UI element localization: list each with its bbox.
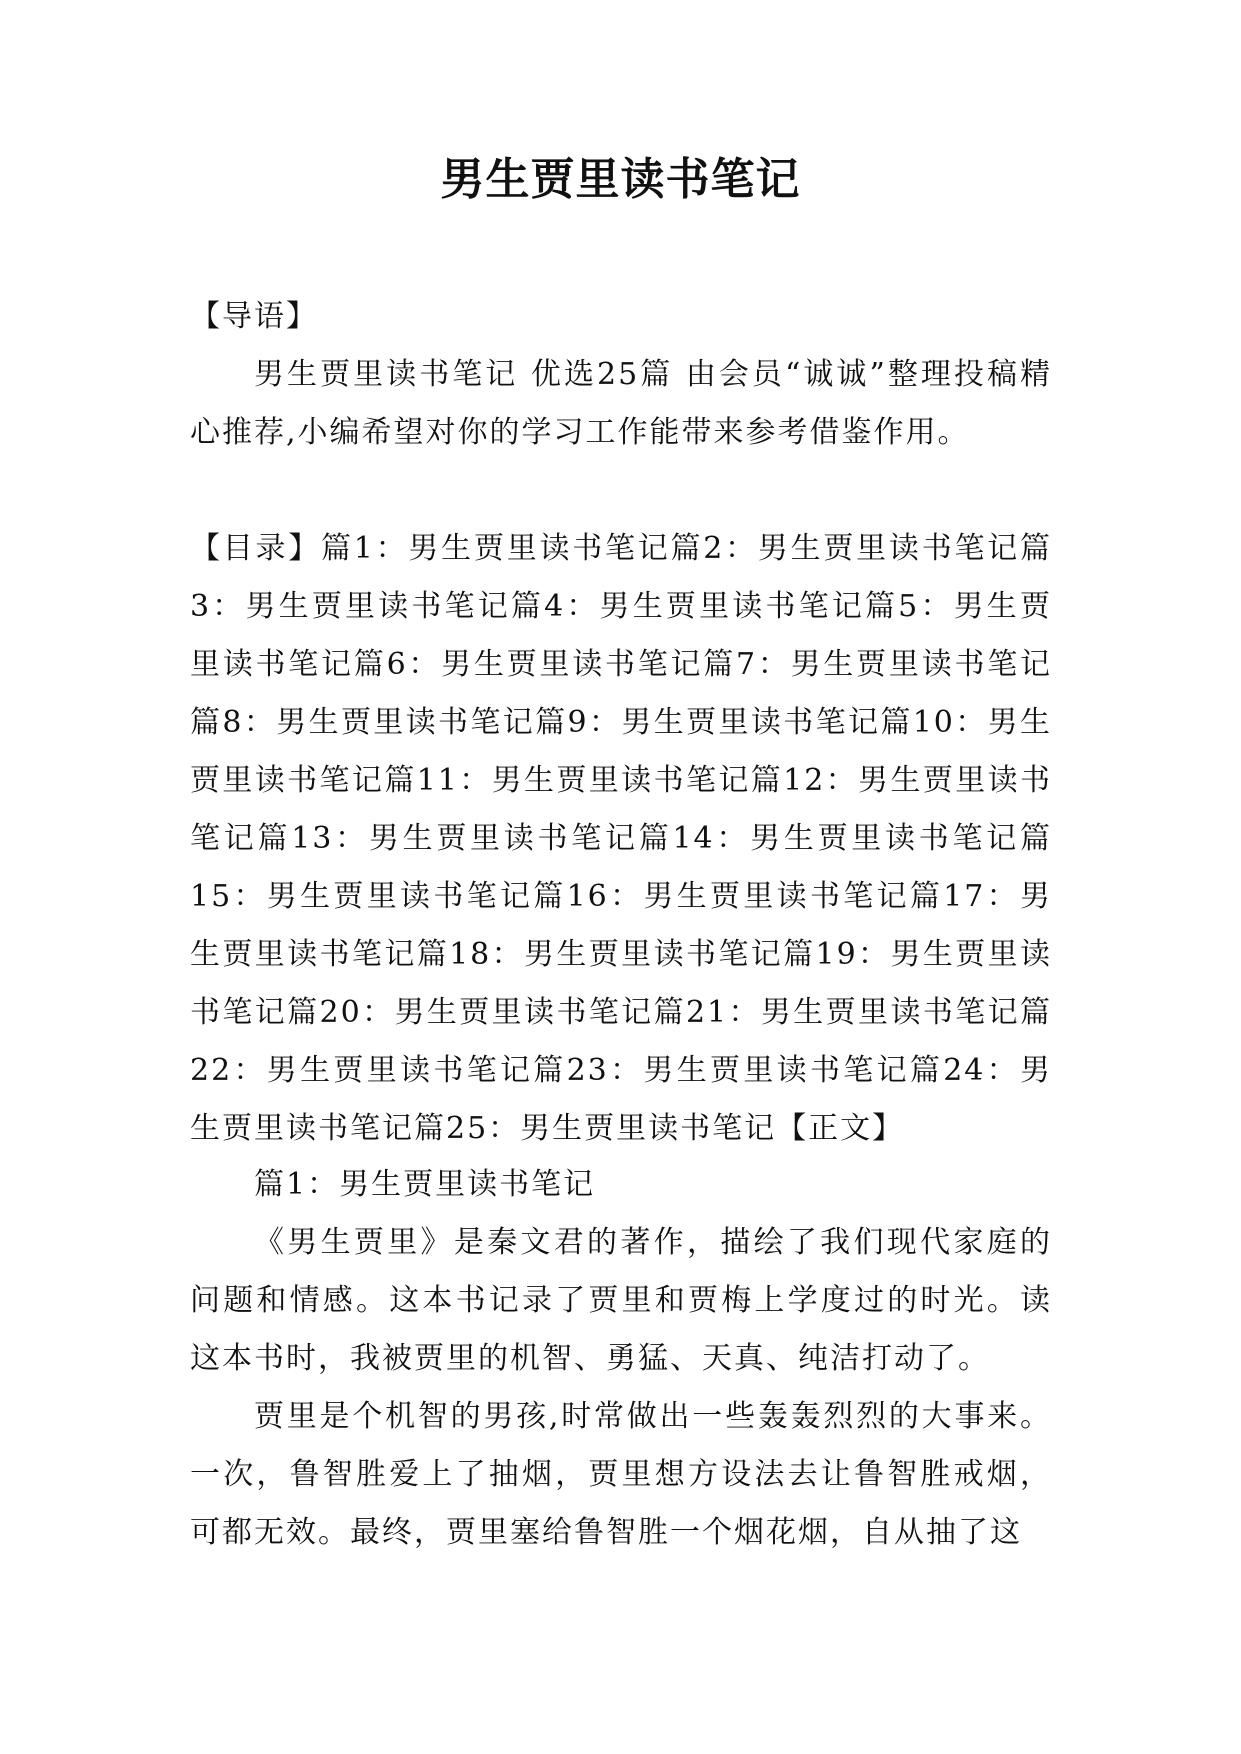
body-paragraph-1: 《男生贾里》是秦文君的著作，描绘了我们现代家庭的问题和情感。这本书记录了贾里和贾梅上学度过的时光。读这本书时，我被贾里的机智、勇猛、天真、纯洁打动了。 [190,1225,1052,1376]
section-heading: 篇1：男生贾里读书笔记 [254,1167,596,1202]
table-of-contents: 【目录】篇1：男生贾里读书笔记篇2：男生贾里读书笔记篇3：男生贾里读书笔记篇4：男生贾里读书笔记篇5：男生贾里读书笔记篇6：男生贾里读书笔记篇7：男生贾里读书笔记篇8：男生贾里读书笔记篇9：男生贾里读书笔记篇10：男生贾里读书笔记篇11：男生贾里读书笔记篇12：男生贾里读书笔记篇13：男生贾里读书笔记篇14：男生贾里读书笔记篇15：男生贾里读书笔记篇16：男生贾里读书笔记篇17：男生贾里读书笔记篇18：男生贾里读书笔记篇19：男生贾里读书笔记篇20：男生贾里读书笔记篇21：男生贾里读书笔记篇22：男生贾里读书笔记篇23：男生贾里读书笔记篇24：男生贾里读书笔记篇25：男生贾里读书笔记【正文】 [190,531,1052,1146]
body-paragraph-2: 贾里是个机智的男孩,时常做出一些轰轰烈烈的大事来。一次，鲁智胜爱上了抽烟，贾里想方设法去让鲁智胜戒烟，可都无效。最终，贾里塞给鲁智胜一个烟花烟，自从抽了这 [190,1399,1052,1550]
guide-heading: 【导语】 [190,299,318,334]
guide-paragraph: 男生贾里读书笔记 优选25篇 由会员“诚诚”整理投稿精心推荐,小编希望对你的学习工作能带来参考借鉴作用。 [190,357,1052,450]
document-title: 男生贾里读书笔记 [440,154,801,205]
